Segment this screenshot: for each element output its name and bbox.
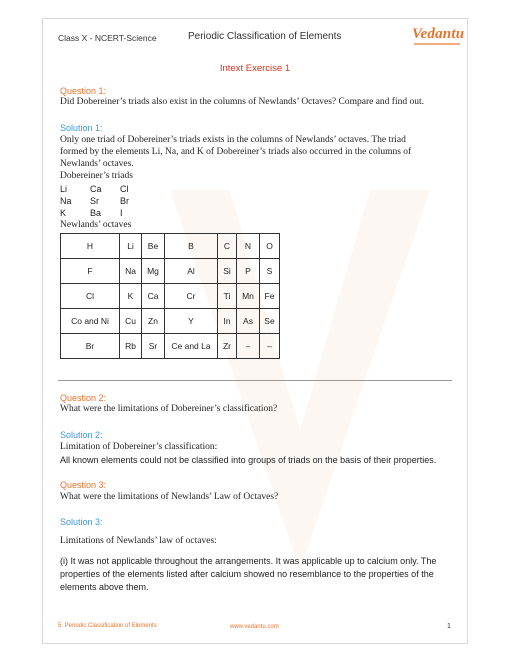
table-cell: S (260, 259, 280, 284)
table-cell: Mn (237, 284, 260, 309)
table-cell: O (260, 234, 280, 259)
solution-1-line-2: formed by the elements Li, Na, and K of Dobereiner’s triads also occurred in the columns of (60, 147, 412, 157)
table-cell: As (237, 309, 260, 334)
solution-1-line-3: Newlands’ octaves. (60, 159, 134, 169)
table-cell: Be (142, 234, 165, 259)
table-cell: C (218, 234, 237, 259)
table-cell: N (237, 234, 260, 259)
question-3-text: What were the limitations of Newlands’ Law of Octaves? (60, 492, 279, 502)
question-1-text: Did Dobereiner’s triads also exist in the columns of Newlands’ Octaves? Compare and find out. (60, 97, 424, 107)
table-cell: Li (120, 234, 142, 259)
table-row (61, 259, 280, 284)
footer-website-link[interactable]: www.vedantu.com (230, 624, 279, 630)
triad-cell: Cl (120, 184, 129, 194)
table-cell: B (165, 234, 218, 259)
table-cell: Y (165, 309, 218, 334)
exercise-title: Intext Exercise 1 (219, 63, 291, 74)
table-cell: Co and Ni (61, 309, 120, 334)
solution-3-line-4: elements above them. (60, 582, 149, 592)
question-2-label: Question 2: (60, 393, 107, 403)
solution-3-line-3: properties of the elements listed after calcium showed no resemblance to the properties of the (60, 569, 434, 579)
question-2-text: What were the limitations of Dobereiner’s classification? (60, 404, 278, 414)
table-row (61, 334, 280, 359)
triad-cell: Br (120, 196, 129, 206)
table-cell: Sr (142, 334, 165, 359)
triad-cell: Ca (90, 184, 102, 194)
vedantu-logo (412, 26, 465, 48)
table-cell: Fe (260, 284, 280, 309)
solution-3-line-2: (i) It was not applicable throughout the arrangements. It was applicable up to calcium only. The (60, 556, 437, 566)
triad-cell: I (120, 208, 123, 218)
table-cell: Al (165, 259, 218, 284)
table-cell: In (218, 309, 237, 334)
solution-3-line-1: Limitations of Newlands’ law of octaves: (60, 536, 217, 546)
table-cell: Na (120, 259, 142, 284)
triad-cell: K (60, 208, 67, 218)
solution-2-line-1: Limitation of Dobereiner’s classification: (60, 442, 218, 452)
solution-3-label: Solution 3: (60, 517, 103, 527)
table-cell: Cu (120, 309, 142, 334)
solution-1-line-1: Only one triad of Dobereiner’s triads exists in the columns of Newlands’ octaves. The triad (60, 135, 406, 145)
table-cell: Rb (120, 334, 142, 359)
logo-text: Vedantu (412, 26, 465, 42)
table-cell: Se (260, 309, 280, 334)
table-cell: Ce and La (165, 334, 218, 359)
table-cell: Br (61, 334, 120, 359)
footer-chapter-label: 5. Periodic Classification of Elements (58, 623, 157, 629)
table-row (61, 284, 280, 309)
solution-1-label: Solution 1: (60, 123, 103, 133)
table-cell: K (120, 284, 142, 309)
table-cell: Cr (165, 284, 218, 309)
triad-cell: Ba (90, 208, 102, 218)
table-row (61, 309, 280, 334)
table-cell: Zn (142, 309, 165, 334)
solution-2-line-2: All known elements could not be classified into groups of triads on the basis of their properties. (60, 455, 437, 465)
table-cell: – (260, 334, 280, 359)
table-cell: Ca (142, 284, 165, 309)
table-cell: F (61, 259, 120, 284)
table-cell: Si (218, 259, 237, 284)
table-cell: Zr (218, 334, 237, 359)
header-class-label: Class X - NCERT-Science (58, 33, 157, 43)
triads-heading: Dobereiner’s triads (60, 171, 133, 181)
table-cell: P (237, 259, 260, 284)
octaves-heading: Newlands’ octaves (60, 220, 132, 230)
question-3-label: Question 3: (60, 480, 107, 490)
question-1-label: Question 1: (60, 86, 107, 96)
table-cell: Ti (218, 284, 237, 309)
triad-cell: Li (60, 184, 68, 194)
table-cell: Cl (61, 284, 120, 309)
triad-cell: Sr (90, 196, 99, 206)
logo-underline (414, 43, 460, 45)
footer-page-number: 1 (447, 623, 451, 630)
triad-cell: Na (60, 196, 72, 206)
table-cell: H (61, 234, 120, 259)
solution-2-label: Solution 2: (60, 430, 103, 440)
newlands-octaves-table (60, 233, 280, 359)
header-chapter-title: Periodic Classification of Elements (188, 31, 342, 42)
table-cell: – (237, 334, 260, 359)
table-cell: Mg (142, 259, 165, 284)
section-divider (58, 380, 452, 381)
table-row (61, 234, 280, 259)
